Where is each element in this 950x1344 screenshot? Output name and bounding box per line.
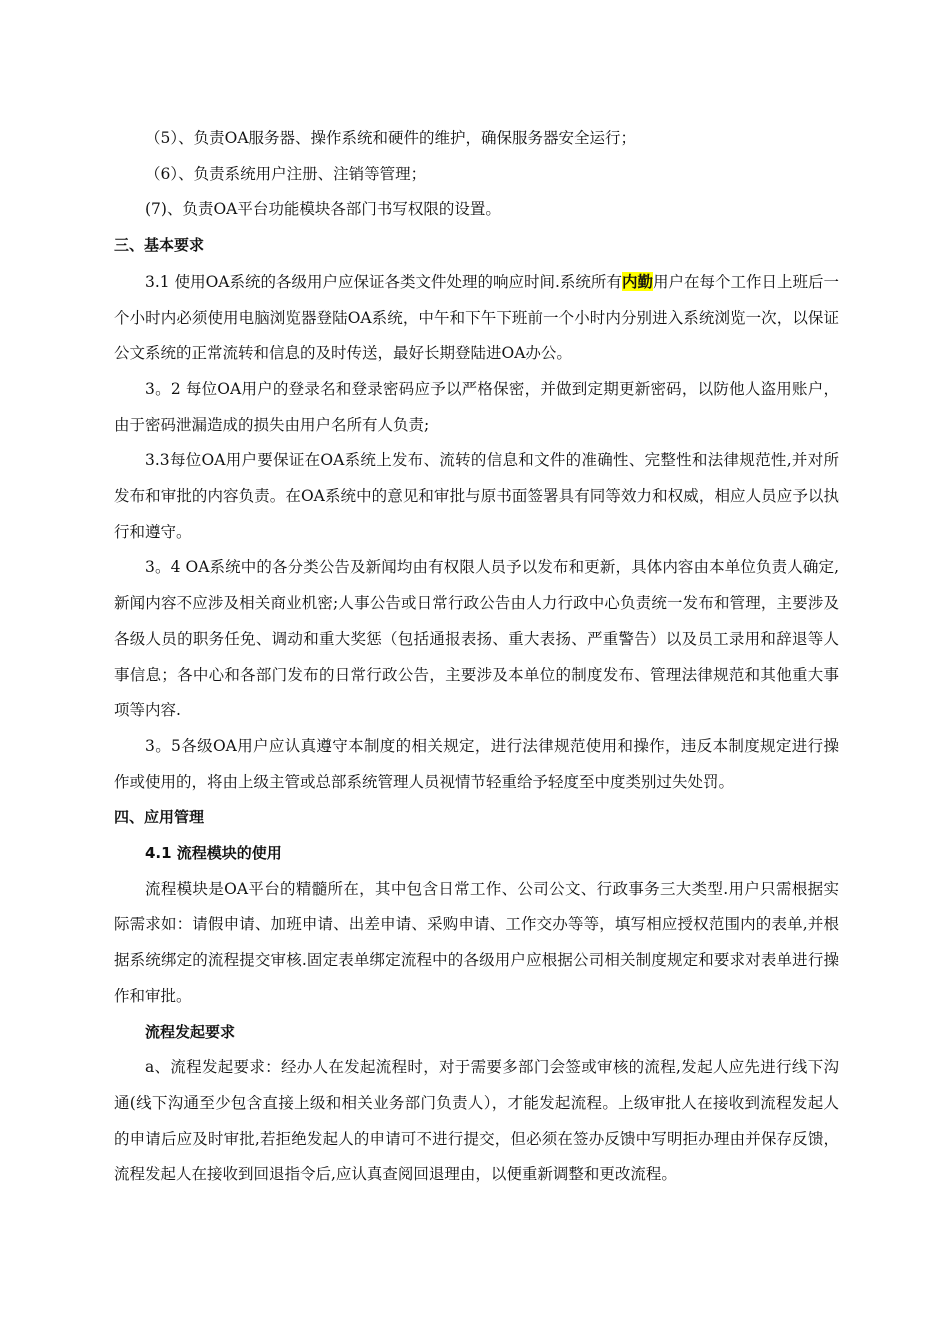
duty-item-5: （5）、负责OA服务器、操作系统和硬件的维护，确保服务器安全运行； [145,129,637,147]
clause-3-1-text-b: 用户在每个工作日上班后一个小时内必须使用电脑浏览器登陆OA系统，中午和下午下班前一个小时内分别进入系统浏览一次，以保证公文系统的正常流转和信息的及时传送，最好长期登陆进OA办公。 [114,272,839,363]
clause-3-2: 3。2 每位OA用户的登录名和登录密码应予以严格保密，并做到定期更新密码，以防他人盗用账户，由于密码泄漏造成的损失由用户名所有人负责; [114,379,839,434]
clause-3-4: 3。4 OA系统中的各分类公告及新闻均由有权限人员予以发布和更新，具体内容由本单位负责人确定,新闻内容不应涉及相关商业机密;人事公告或日常行政公告由人力行政中心负责统一发布和管理，主要涉及各级人员的职务任免、调动和重大奖惩（包括通报表扬、重大表扬、严重警告）以及员工录用和辞退等人事信息；各中心和各部门发布的日常行政公告，主要涉及本单位的制度发布、管理法律规范和其他重大事项等内容. [114,558,839,720]
clause-3-1-text-a: 3.1 使用OA系统的各级用户应保证各类文件处理的响应时间.系统所有 [145,272,622,291]
section-heading-basic-requirements: 三、基本要求 [114,236,205,255]
highlighted-term: 内勤 [621,271,653,291]
subsection-heading-4-1: 4.1 流程模块的使用 [145,844,282,863]
duty-item-6: （6）、负责系统用户注册、注销等管理； [145,164,427,183]
clause-3-3: 3.3每位OA用户要保证在OA系统上发布、流转的信息和文件的准确性、完整性和法律规范性,并对所发布和审批的内容负责。在OA系统中的意见和审批与原书面签署具有同等效力和权威，相应人员应予以执行和遵守。 [114,451,839,541]
section-heading-application-management: 四、应用管理 [114,808,205,827]
clause-3-5: 3。5各级OA用户应认真遵守本制度的相关规定，进行法律规范使用和操作，违反本制度规定进行操作或使用的，将由上级主管或总部系统管理人员视情节轻重给予轻度至中度类别过失处罚。 [114,736,839,791]
subsection-heading-flow-initiation: 流程发起要求 [145,1022,236,1041]
clause-a-flow-initiation: a、流程发起要求：经办人在发起流程时，对于需要多部门会签或审核的流程,发起人应先进行线下沟通(线下沟通至少包含直接上级和相关业务部门负责人），才能发起流程。上级审批人在接收到流程发起人的申请后应及时审批,若拒绝发起人的申请可不进行提交，但必须在签办反馈中写明拒办理由并保存反馈，流程发起人在接收到回退指令后,应认真查阅回退理由，以便重新调整和更改流程。 [114,1058,839,1184]
duty-item-7: (7)、负责OA平台功能模块各部门书写权限的设置。 [145,200,501,219]
clause-3-1 [114,264,839,372]
clause-4-1-body: 流程模块是OA平台的精髓所在，其中包含日常工作、公司公文、行政事务三大类型.用户只需根据实际需求如：请假申请、加班申请、出差申请、采购申请、工作交办等等，填写相应授权范围内的表单,并根据系统绑定的流程提交审核.固定表单绑定流程中的各级用户应根据公司相关制度规定和要求对表单进行操作和审批。 [114,879,839,1005]
document-body [114,121,839,1193]
